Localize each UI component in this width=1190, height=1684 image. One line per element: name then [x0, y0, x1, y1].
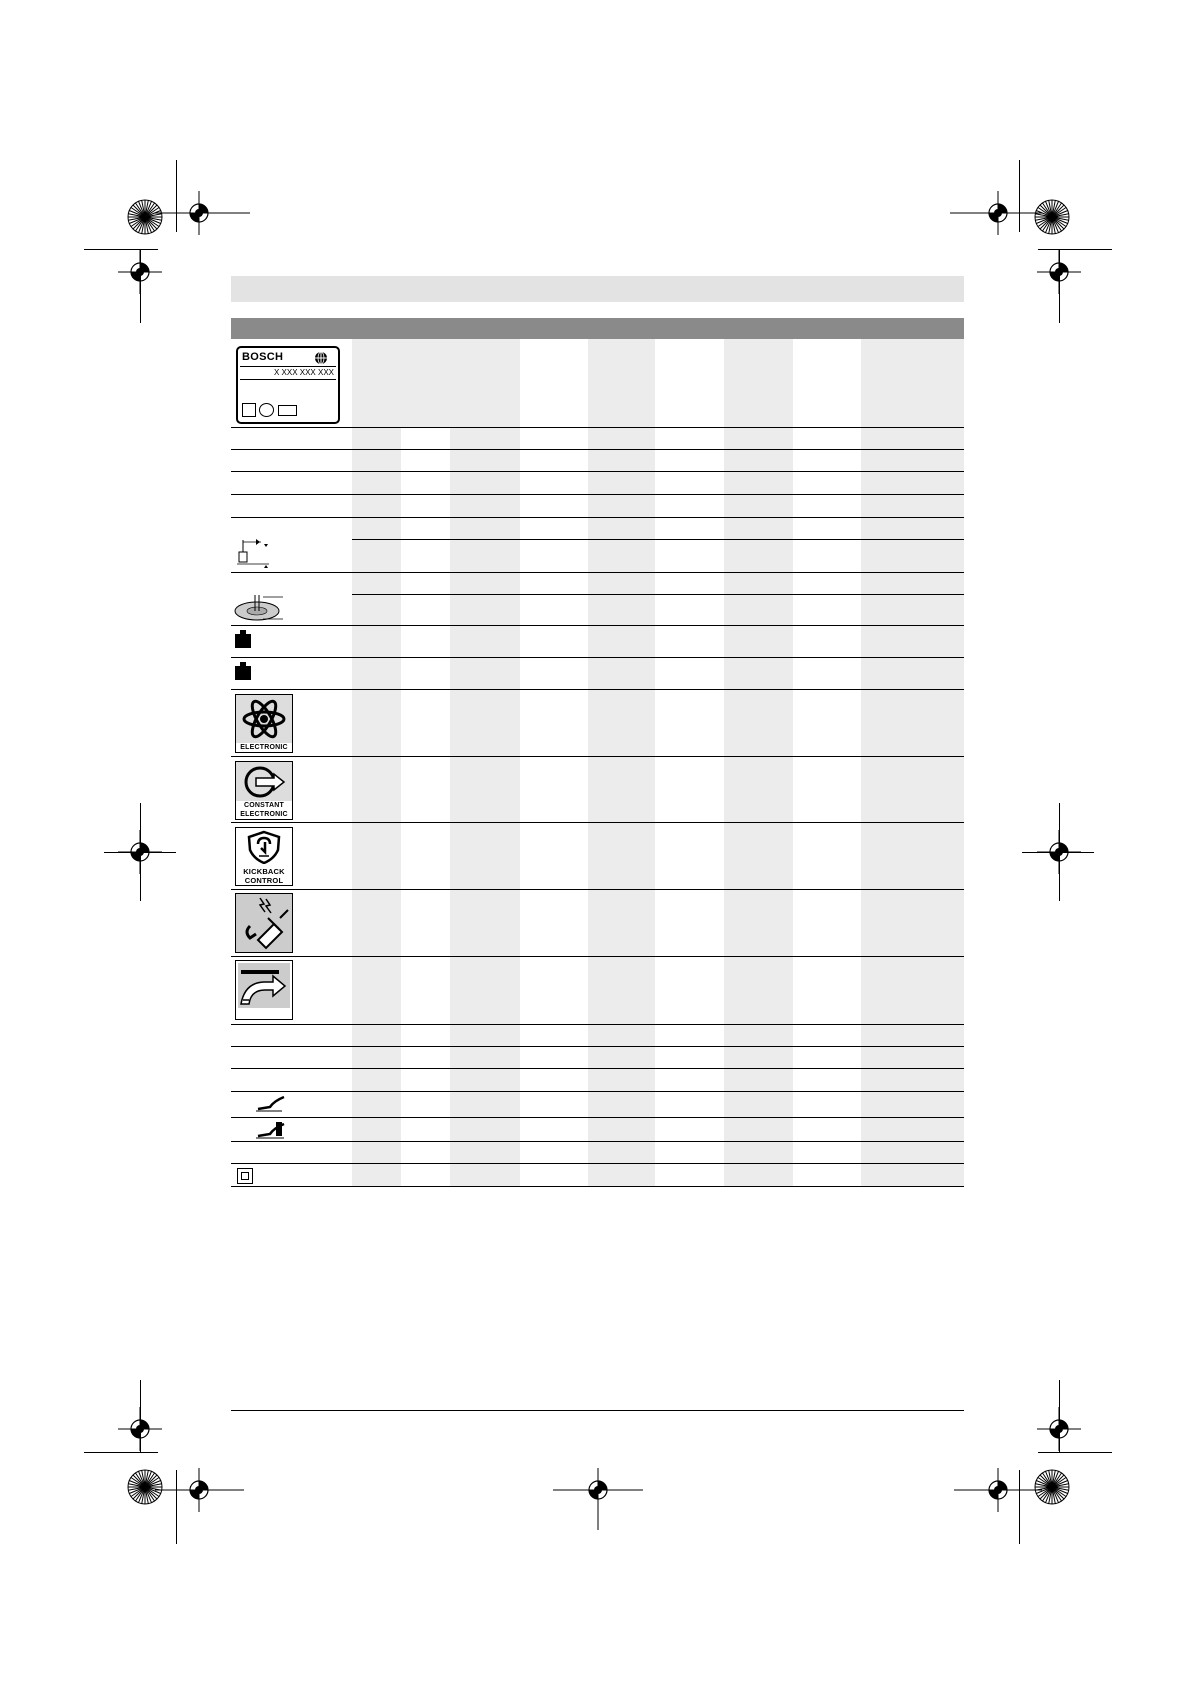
registration-mark-icon [118, 1407, 162, 1451]
kickback-control-icon [246, 830, 282, 864]
restart-protection-icon [238, 896, 290, 950]
kickback-label-line2: CONTROL [236, 876, 292, 885]
vibration-handle-icon [256, 1118, 286, 1140]
soft-start-feature-icon [235, 960, 293, 1020]
rectangle-symbol-icon [278, 405, 297, 416]
column-shade [352, 427, 401, 1187]
disc-diameter-icon [233, 593, 285, 623]
circle-symbol-icon [259, 403, 274, 417]
brand-name: BOSCH [242, 351, 284, 363]
constant-electronic-feature-icon [235, 761, 293, 820]
table-title-band [231, 318, 964, 339]
registration-mark-icon [118, 250, 162, 294]
color-target-icon [128, 200, 162, 234]
soft-start-icon [239, 964, 289, 1010]
color-target-icon [128, 1470, 162, 1504]
column-shade [724, 339, 793, 1187]
color-target-icon [1035, 200, 1069, 234]
color-target-icon [1035, 1470, 1069, 1504]
gear-depth-icon [233, 538, 273, 570]
registration-mark-icon [1037, 1407, 1081, 1451]
footer-rule [231, 1410, 964, 1411]
column-shade [588, 339, 655, 1187]
weight-icon [235, 630, 251, 648]
protection-class-icon [237, 1168, 253, 1184]
electronic-feature-icon [235, 694, 293, 753]
part-number: X XXX XXX XXX [273, 368, 334, 377]
column-shade [450, 427, 520, 1187]
registration-mark-icon [118, 830, 162, 874]
registration-mark-icon [1037, 250, 1081, 294]
nameplate [236, 346, 340, 424]
constant-electronic-label-line2: ELECTRONIC [236, 810, 292, 819]
constant-electronic-icon [242, 765, 286, 799]
electronic-label: ELECTRONIC [236, 743, 292, 752]
column-shade [861, 339, 964, 1187]
registration-mark-icon [1037, 830, 1081, 874]
constant-electronic-label-line1: CONSTANT [236, 801, 292, 810]
weight-icon [235, 662, 251, 680]
globe-icon [314, 351, 328, 365]
header-cell-shade [352, 339, 520, 427]
kickback-control-feature-icon [235, 827, 293, 886]
kickback-label-line1: KICKBACK [236, 867, 292, 876]
restart-protection-feature-icon [235, 893, 293, 953]
page-header-band [231, 276, 964, 302]
electronic-atom-icon [240, 698, 288, 740]
auxiliary-handle-icon [256, 1093, 286, 1113]
square-symbol-icon [242, 403, 256, 417]
